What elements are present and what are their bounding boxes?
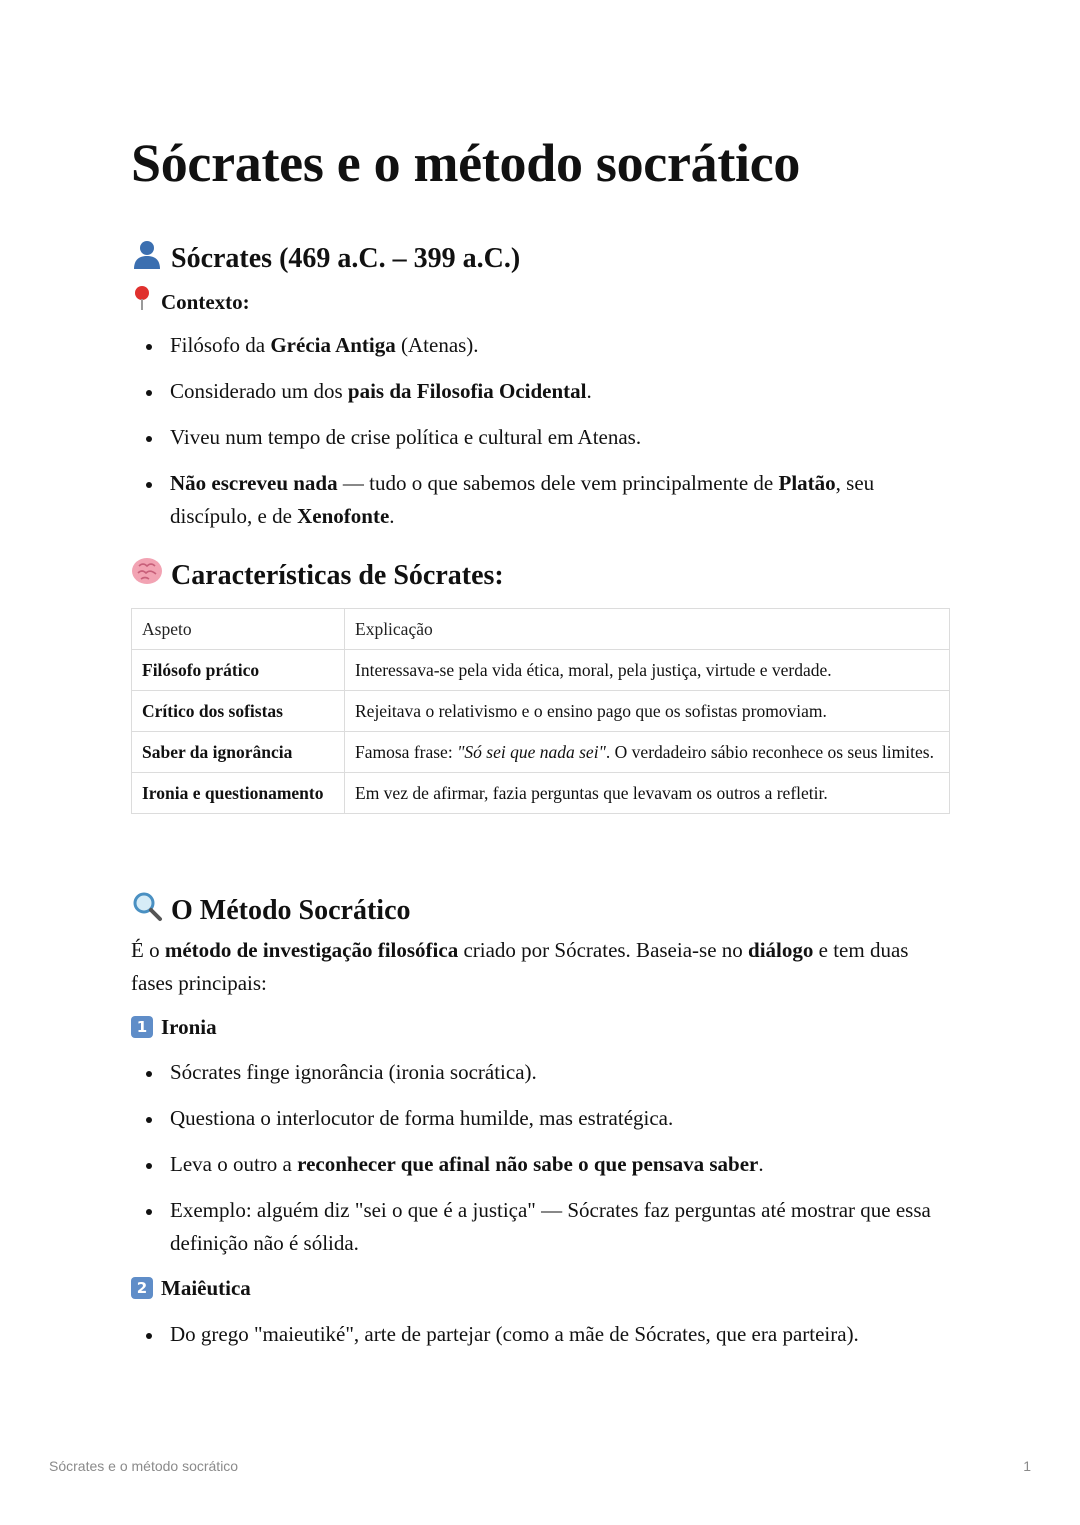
phase-heading-irony bbox=[131, 1013, 217, 1041]
list-item: Viveu num tempo de crise política e cultural em Atenas. bbox=[131, 421, 931, 454]
table-row bbox=[132, 650, 950, 691]
table-cell-aspect: Ironia e questionamento bbox=[132, 773, 345, 814]
irony-list bbox=[131, 1056, 931, 1273]
table-row bbox=[132, 732, 950, 773]
context-label bbox=[131, 285, 250, 318]
section-heading-method bbox=[131, 890, 411, 931]
table-cell-explanation: Em vez de afirmar, fazia perguntas que levavam os outros a refletir. bbox=[345, 773, 950, 814]
table-header-cell: Explicação bbox=[345, 609, 950, 650]
method-intro: É o método de investigação filosófica criado por Sócrates. Baseia-se no diálogo e tem duas fases principais: bbox=[131, 938, 909, 995]
list-item: Filósofo da Grécia Antiga (Atenas). bbox=[131, 329, 931, 362]
table-row bbox=[132, 691, 950, 732]
context-list bbox=[131, 329, 931, 546]
table-header-cell: Aspeto bbox=[132, 609, 345, 650]
context-label-text: Contexto: bbox=[161, 289, 250, 314]
characteristics-table bbox=[131, 608, 950, 814]
table-cell-explanation: Famosa frase: "Só sei que nada sei". O verdadeiro sábio reconhece os seus limites. bbox=[345, 732, 950, 773]
section-heading-text: O Método Socrático bbox=[171, 894, 411, 926]
list-item: Questiona o interlocutor de forma humilde, mas estratégica. bbox=[131, 1102, 931, 1135]
list-item: Sócrates finge ignorância (ironia socrática). bbox=[131, 1056, 931, 1089]
table-cell-explanation: Interessava-se pela vida ética, moral, pela justiça, virtude e verdade. bbox=[345, 650, 950, 691]
section-heading-text: Sócrates (469 a.C. – 399 a.C.) bbox=[171, 242, 521, 274]
footer-title: Sócrates e o método socrático bbox=[49, 1458, 239, 1474]
list-item: Exemplo: alguém diz "sei o que é a justiça" — Sócrates faz perguntas até mostrar que essa definição não é sólida. bbox=[131, 1194, 931, 1260]
table-cell-aspect: Filósofo prático bbox=[132, 650, 345, 691]
table-row bbox=[132, 773, 950, 814]
pin-icon bbox=[131, 285, 153, 318]
list-item: Não escreveu nada — tudo o que sabemos dele vem principalmente de Platão, seu discípulo, e de Xenofonte. bbox=[131, 467, 931, 533]
brain-icon bbox=[131, 556, 163, 595]
page-title: Sócrates e o método socrático bbox=[131, 133, 801, 193]
table-cell-aspect: Crítico dos sofistas bbox=[132, 691, 345, 732]
phase-label: Maiêutica bbox=[161, 1276, 251, 1300]
magnifier-icon bbox=[131, 890, 163, 931]
table-cell-aspect: Saber da ignorância bbox=[132, 732, 345, 773]
section-heading-characteristics bbox=[131, 556, 504, 595]
list-item: Considerado um dos pais da Filosofia Ocidental. bbox=[131, 375, 931, 408]
maieutics-list bbox=[131, 1318, 931, 1364]
phase-label: Ironia bbox=[161, 1015, 217, 1039]
person-icon bbox=[131, 238, 163, 279]
table-cell-explanation: Rejeitava o relativismo e o ensino pago que os sofistas promoviam. bbox=[345, 691, 950, 732]
number-two-icon: 2 bbox=[131, 1277, 153, 1299]
page-number: 1 bbox=[1023, 1458, 1031, 1474]
section-heading-text: Características de Sócrates: bbox=[171, 559, 504, 591]
number-one-icon: 1 bbox=[131, 1016, 153, 1038]
phase-heading-maieutics bbox=[131, 1274, 251, 1302]
list-item: Do grego "maieutiké", arte de partejar (como a mãe de Sócrates, que era parteira). bbox=[131, 1318, 931, 1351]
section-heading-socrates bbox=[131, 238, 520, 279]
table-header-row bbox=[132, 609, 950, 650]
list-item: Leva o outro a reconhecer que afinal não sabe o que pensava saber. bbox=[131, 1148, 931, 1181]
